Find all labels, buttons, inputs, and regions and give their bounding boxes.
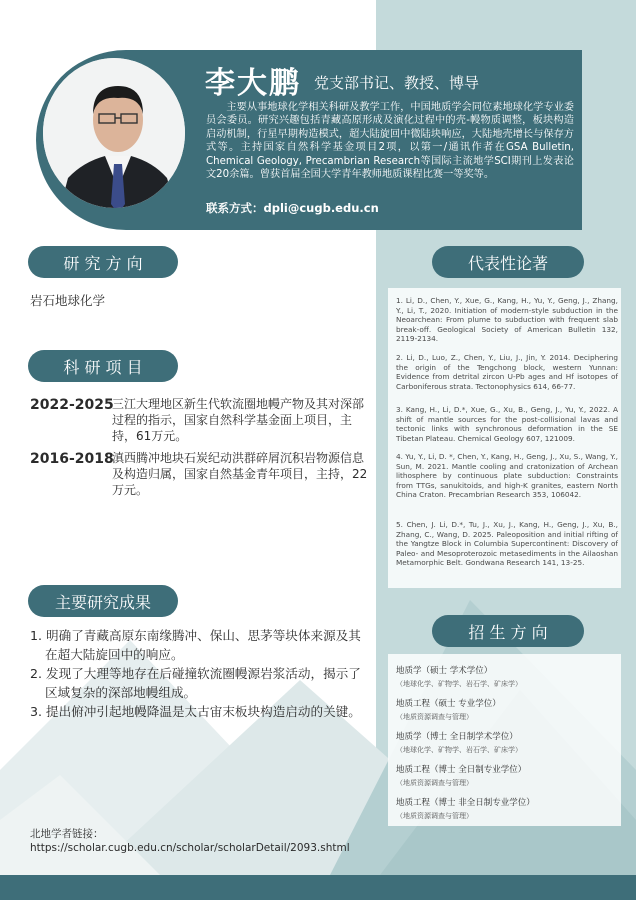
scholar-link-label: 北地学者链接：	[30, 828, 104, 840]
admissions-heading: 招 生 方 向	[432, 615, 584, 647]
admission-degree: 地质工程（博士 非全日制专业学位）	[396, 798, 535, 808]
paper-item: 2. Li, D., Luo, Z., Chen, Y., Liu, J., Jin, Y. 2014. Deciphering the origin of the Tengchong block, western Yunnan: Evidence from detrital zircon U-Pb ages and Hf isotopes of Carboniferous strata. Tectonophysics 614, 66-77.	[396, 353, 618, 391]
admission-fields: （地质资源调查与管理）	[396, 812, 473, 820]
project-description: 三江大理地区新生代软流圈地幔产物及其对深部过程的指示，国家自然科学基金面上项目，主持，61万元。	[112, 397, 365, 443]
achievements-heading: 主要研究成果	[28, 585, 178, 617]
admission-fields: （地球化学、矿物学、岩石学、矿床学）	[396, 680, 522, 688]
admission-fields: （地质资源调查与管理）	[396, 779, 473, 787]
admission-degree: 地质工程（硕士 专业学位）	[396, 699, 501, 709]
admission-degree: 地质学（硕士 学术学位）	[396, 666, 493, 676]
project-years: 2022-2025	[30, 397, 114, 413]
papers-heading: 代表性论著	[432, 246, 584, 278]
admission-degree: 地质学（博士 全日制学术学位）	[396, 732, 518, 742]
achievement-item: 2. 发现了大理等地存在后碰撞软流圈幔源岩浆活动，揭示了区域复杂的深部地幔组成。	[30, 666, 361, 700]
paper-item: 5. Chen, J. Li, D.*, Tu, J., Xu, J., Kang, H., Geng, J., Xu, B., Zhang, C., Wang, D. 2025. Paleoposition and initial rifting of the Yangtze Block in Columbia Supercontinent: Discovery of Paleo- and Mesoproterozoic metasediments in the Ailaoshan Metamorphic Belt. Gondwana Research 141, 13-25.	[396, 520, 618, 568]
person-bio: 主要从事地球化学相关科研及教学工作，中国地质学会同位素地球化学专业委员会委员。研究兴趣包括青藏高原形成及演化过程中的壳-幔物质调整，板块构造启动机制，行星早期构造模式，超大陆旋回中微陆块响应，大陆地壳增长与保存方式等。主持国家自然科学基金项目2项，以第一/通讯作者在GSA Bulletin, Chemical Geology, Precambrian Research等国际主流地学SCI期刊上发表论文20余篇。曾获首届全国大学青年教师地质课程比赛一等奖等。	[206, 102, 574, 181]
achievement-item: 1. 明确了青藏高原东南缘腾冲、保山、思茅等块体来源及其在超大陆旋回中的响应。	[30, 628, 361, 662]
footer-bar	[0, 875, 636, 900]
paper-item: 1. Li, D., Chen, Y., Xue, G., Kang, H., Yu, Y., Geng, J., Zhang, Y., Li, T., 2020. Initiation of modern-style subduction in the Neoarchean: From plume to subduction with frequent slab break-off. Geological Society of American Bulletin 132, 2119-2134.	[396, 296, 618, 344]
research-text: 岩石地球化学	[30, 293, 106, 308]
project-description: 滇西腾冲地块石炭纪动洪群碎屑沉积岩物源信息及构造归属，国家自然基金青年项目，主持，22万元。	[112, 451, 368, 497]
portrait-photo	[39, 54, 189, 212]
paper-item: 3. Kang, H., Li, D.*, Xue, G., Xu, B., Geng, J., Yu, Y., 2022. A shift of mantle sources for the post-collisional lavas and tectonic links with synchronous deformation in the SE Tibetan Plateau. Chemical Geology 607, 121009.	[396, 405, 618, 443]
paper-item: 4. Yu, Y., Li, D. *, Chen, Y., Kang, H., Geng, J., Xu, S., Wang, Y., Sun, M. 2021. Mantle cooling and cratonization of Archean lithosphere by continuous plate subduction: Constraints from TTGs, sanukitoids, and high-K granites, eastern North China Craton. Precambrian Research 353, 106042.	[396, 452, 618, 500]
contact-email[interactable]: 联系方式：dpli@cugb.edu.cn	[206, 201, 379, 215]
admission-degree: 地质工程（博士 全日制专业学位）	[396, 765, 527, 775]
person-name: 李大鹏	[205, 66, 301, 101]
person-title: 党支部书记、教授、博导	[314, 74, 480, 92]
achievement-item: 3. 提出俯冲引起地幔降温是太古宙末板块构造启动的关键。	[30, 704, 361, 719]
admission-fields: （地质资源调查与管理）	[396, 713, 473, 721]
projects-heading: 科 研 项 目	[28, 350, 178, 382]
project-years: 2016-2018	[30, 451, 114, 467]
scholar-link[interactable]: https://scholar.cugb.edu.cn/scholar/scholarDetail/2093.shtml	[30, 842, 350, 854]
research-heading: 研 究 方 向	[28, 246, 178, 278]
admission-fields: （地球化学、矿物学、岩石学、矿床学）	[396, 746, 522, 754]
